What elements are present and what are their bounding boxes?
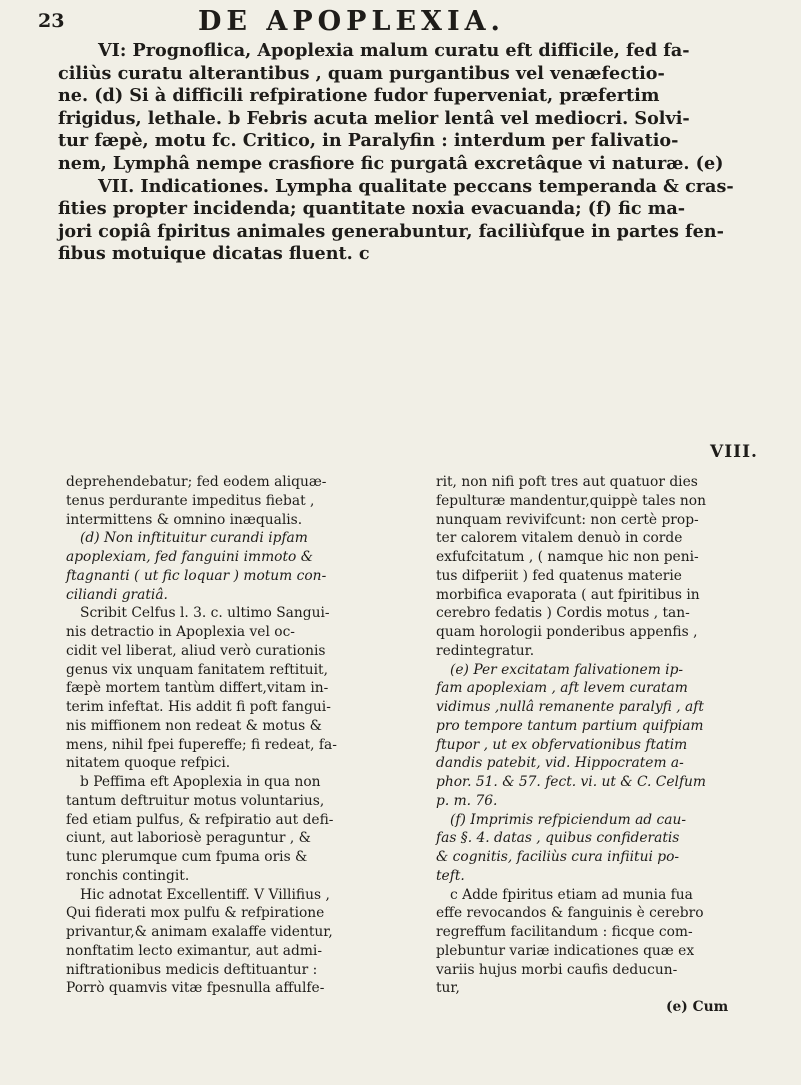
page-header	[38, 8, 778, 36]
note-line: fæpè mortem tantùm differt,vitam in-	[66, 680, 329, 697]
note-line: ftagnanti ( ut fic loquar ) motum con-	[66, 567, 327, 584]
note-line: fam apoplexiam , aft levem curatam	[436, 680, 688, 697]
text-line: ne. (d) Si à difficili refpiratione fudor fuperveniat, præfertim	[58, 85, 660, 107]
right-note-column	[436, 473, 786, 1017]
note-line: mens, nihil fpei fupereffe; fi redeat, fa-	[66, 736, 337, 753]
note-line: nis detractio in Apoplexia vel oc-	[66, 624, 295, 640]
note-line: cerebro fedatis ) Cordis motus , tan-	[436, 605, 690, 622]
note-line: fed etiam pulfus, & refpiratio aut defi-	[66, 811, 334, 828]
text-line: frigidus, lethale. b Febris acuta melior lentâ vel mediocri. Solvi-	[58, 107, 690, 129]
note-line: nunquam revivifcunt: non certè prop-	[436, 511, 699, 528]
note-line: deprehendebatur; fed eodem aliquæ-	[66, 474, 327, 490]
note-line: tenus perdurante impeditus fiebat ,	[66, 492, 315, 509]
note-line: Qui fiderati mox pulfu & refpiratione	[66, 905, 325, 922]
note-line: vidimus ,nullâ remanente paralyfi , aft	[436, 699, 704, 715]
note-line: ter calorem vitalem denuò in corde	[436, 530, 683, 547]
note-line: c Adde fpiritus etiam ad munia fua	[450, 886, 693, 903]
text-line: fibus motuique dicatas fluent. c	[58, 243, 370, 265]
note-line: dandis patebit, vid. Hippocratem a-	[436, 755, 684, 772]
running-title: DE APOPLEXIA.	[198, 6, 505, 37]
note-line: intermittens & omnino inæqualis.	[66, 511, 303, 528]
note-line: fas §. 4. datas , quibus confideratis	[436, 830, 680, 847]
note-line: tus difperiit ) fed quatenus materie	[436, 567, 682, 584]
note-line: apoplexiam, fed fanguini immoto &	[66, 549, 313, 565]
text-line: nem, Lymphâ nempe crasfiore fic purgatâ excretâque vi naturæ. (e)	[58, 152, 724, 174]
note-line: privantur,& animam exalaffe videntur,	[66, 924, 333, 940]
note-line: variis hujus morbi caufis deducun-	[436, 961, 678, 978]
note-line: plebuntur variæ indicationes quæ ex	[436, 942, 695, 959]
note-line: Hic adnotat Excellentiff. V Villifius ,	[80, 886, 330, 903]
note-line: ronchis contingit.	[66, 867, 190, 884]
note-line: p. m. 76.	[436, 792, 498, 809]
note-line: & cognitis, faciliùs cura infiitui po-	[436, 849, 680, 865]
note-line: (d) Non inftituitur curandi ipfam	[80, 530, 308, 547]
text-line: VII. Indicationes. Lympha qualitate peccans temperanda & cras-	[98, 175, 734, 197]
note-line: tantum deftruitur motus voluntarius,	[66, 792, 325, 809]
note-line: b Peffima eft Apoplexia in qua non	[80, 774, 321, 790]
note-line: effe revocandos & fanguinis è cerebro	[436, 905, 704, 922]
note-line: Porrò quamvis vitæ fpesnulla affulfe-	[66, 980, 325, 997]
text-line: fities propter incidenda; quantitate noxia evacuanda; (f) fic ma-	[58, 198, 686, 220]
catchword: (e) Cum	[666, 999, 729, 1015]
text-line: VI: Prognoflica, Apoplexia malum curatu eft difficile, fed fa-	[98, 40, 690, 61]
note-line: (e) Per excitatam falivationem ip-	[450, 661, 684, 678]
note-line: phor. 51. & 57. fect. vi. ut & C. Celfum	[436, 774, 707, 790]
note-line: ciunt, aut laboriosè peraguntur , &	[66, 830, 311, 847]
note-line: redintegratur.	[436, 642, 535, 659]
note-line: exfufcitatum , ( namque hic non peni-	[436, 549, 699, 565]
note-line: niftrationibus medicis deftituantur :	[66, 961, 318, 978]
note-line: tur,	[436, 980, 460, 997]
left-note-column	[66, 473, 411, 998]
note-line: Scribit Celfus l. 3. c. ultimo Sangui-	[80, 605, 330, 622]
main-text-block	[58, 40, 780, 266]
note-line: nis miffionem non redeat & motus &	[66, 717, 322, 734]
note-line: nitatem quoque refpici.	[66, 755, 231, 772]
section-mark: VIII.	[710, 442, 758, 462]
note-line: fepulturæ mandentur,quippè tales non	[436, 492, 706, 509]
note-line: teft.	[436, 867, 465, 884]
note-line: regreffum facilitandum : ficque com-	[436, 924, 693, 940]
note-line: ciliandi gratiâ.	[66, 586, 168, 603]
note-line: (f) Imprimis refpiciendum ad cau-	[450, 811, 687, 828]
page-number: 23	[38, 10, 65, 32]
text-line: tur fæpè, motu fc. Critico, in Paralyfin : interdum per falivatio-	[58, 130, 679, 152]
note-line: pro tempore tantum partium quifpiam	[436, 717, 704, 734]
note-line: terim infeftat. His addit fi poft fangui-	[66, 699, 331, 715]
text-line: jori copiâ fpiritus animales generabuntur, faciliùfque in partes fen-	[58, 220, 724, 242]
note-line: tunc plerumque cum fpuma oris &	[66, 849, 308, 865]
note-line: morbifica evaporata ( aut fpiritibus in	[436, 586, 700, 603]
note-line: ftupor , ut ex obfervationibus ftatim	[436, 736, 688, 753]
note-line: rit, non nifi poft tres aut quatuor dies	[436, 474, 698, 490]
note-line: quam horologii ponderibus appenfis ,	[436, 624, 698, 640]
note-line: nonftatim lecto eximantur, aut admi-	[66, 942, 323, 959]
note-line: cidit vel liberat, aliud verò curationis	[66, 642, 326, 659]
note-line: genus vix unquam fanitatem reftituit,	[66, 661, 328, 678]
text-line: ciliùs curatu alterantibus , quam purgantibus vel venæfectio-	[58, 62, 665, 84]
